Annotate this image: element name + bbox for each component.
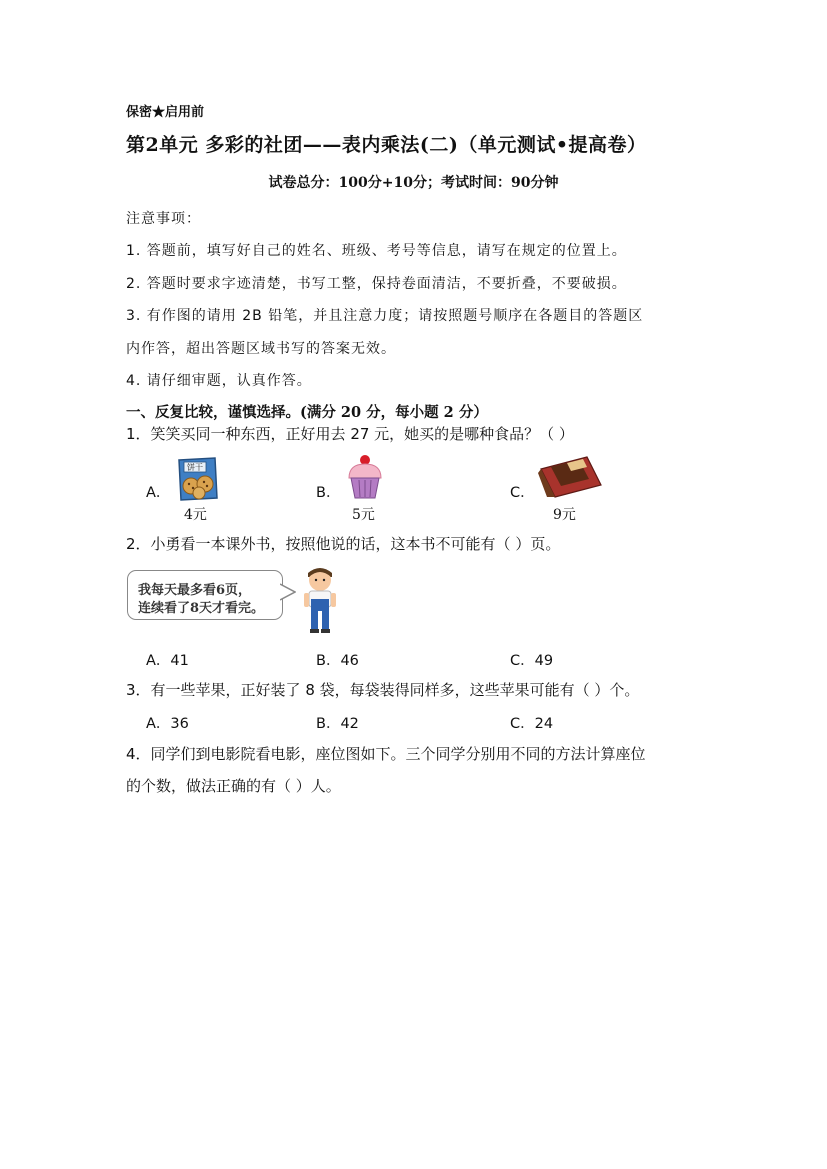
q2-option-c: C．49 — [510, 653, 554, 669]
chocolate-icon — [537, 455, 603, 499]
q3-option-c: C．24 — [510, 716, 554, 732]
note-item: 1. 答题前，填写好自己的姓名、班级、考号等信息，请写在规定的位置上。 — [126, 243, 627, 259]
q1-option-a-price: 4元 — [184, 507, 207, 523]
q1-option-c-price: 9元 — [553, 507, 576, 523]
question-4-continued: 的个数，做法正确的有（ ）人。 — [126, 777, 341, 795]
bubble-tail — [280, 582, 296, 602]
q1-option-a-label: A． — [146, 485, 171, 501]
q1-option-b-price: 5元 — [352, 507, 375, 523]
bubble-line: 我每天最多看6页， — [138, 583, 252, 598]
notes-heading: 注意事项： — [126, 211, 201, 227]
note-item: 2. 答题时要求字迹清楚，书写工整，保持卷面清洁，不要折叠，不要破损。 — [126, 276, 627, 292]
q2-option-b: B．46 — [316, 653, 359, 669]
boy-figure-icon — [300, 563, 340, 635]
q2-option-a: A．41 — [146, 653, 189, 669]
question-4: 4．同学们到电影院看电影，座位图如下。三个同学分别用不同的方法计算座位 — [126, 745, 646, 763]
speech-bubble — [127, 570, 283, 620]
note-item: 内作答，超出答题区域书写的答案无效。 — [126, 341, 396, 357]
page-title: 第2单元 多彩的社团——表内乘法(二)（单元测试•提高卷） — [126, 134, 647, 156]
bubble-line: 连续看了8天才看完。 — [138, 601, 265, 616]
q3-option-a: A．36 — [146, 716, 189, 732]
cupcake-icon — [345, 454, 385, 500]
note-item: 3. 有作图的请用 2B 铅笔，并且注意力度；请按照题号顺序在各题目的答题区 — [126, 308, 644, 324]
q3-option-b: B．42 — [316, 716, 359, 732]
question-1: 1．笑笑买同一种东西，正好用去 27 元，她买的是哪种食品？（ ） — [126, 425, 574, 443]
cookie-bag-icon — [175, 454, 219, 502]
q1-option-c-label: C． — [510, 485, 535, 501]
note-item: 4. 请仔细审题，认真作答。 — [126, 373, 312, 389]
question-2: 2．小勇看一本课外书，按照他说的话，这本书不可能有（ ）页。 — [126, 535, 561, 553]
section-heading: 一、反复比较，谨慎选择。(满分 20 分，每小题 2 分） — [126, 404, 488, 421]
exam-info: 试卷总分：100分+10分；考试时间：90分钟 — [268, 175, 559, 191]
bag-label-text: 饼干 — [187, 463, 203, 472]
confidential-label: 保密★启用前 — [126, 105, 205, 120]
q1-option-b-label: B． — [316, 485, 341, 501]
question-3: 3．有一些苹果，正好装了 8 袋，每袋装得同样多，这些苹果可能有（ ）个。 — [126, 681, 640, 699]
